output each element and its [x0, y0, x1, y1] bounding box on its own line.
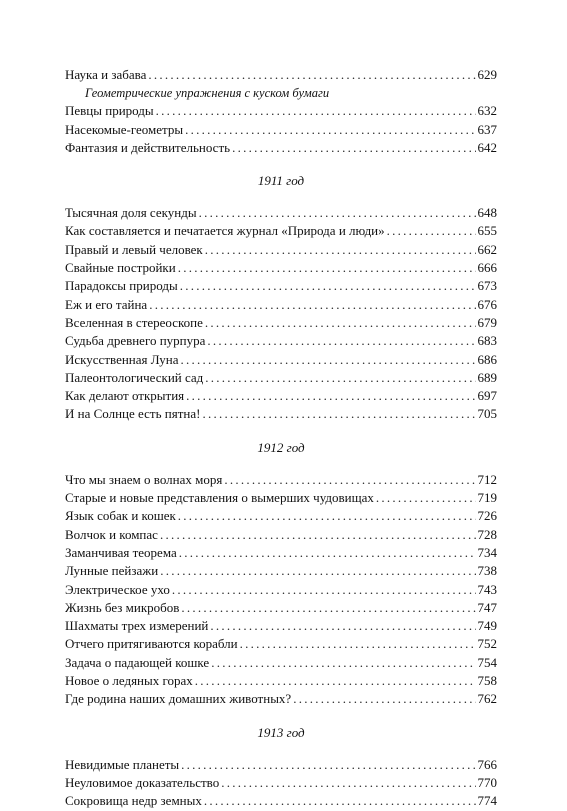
entry-title: Жизнь без микробов: [65, 599, 180, 615]
entry-title: Свайные постройки: [65, 260, 176, 276]
entry-page-number: 642: [477, 139, 497, 155]
entry-title: Задача о падающей кошке: [65, 654, 210, 670]
dot-leader: [221, 774, 475, 792]
entry-page-number: 648: [477, 205, 497, 221]
entry-subheading: Геометрические упражнения с куском бумаги: [85, 86, 330, 101]
entry-title: Палеонтологический сад: [65, 369, 204, 385]
dot-leader: [172, 581, 476, 599]
dot-leader: [178, 259, 476, 277]
entry-title: Фантазия и действительность: [65, 139, 231, 155]
toc-entry: [65, 296, 497, 314]
dot-leader: [205, 314, 476, 332]
entry-page-number: 666: [477, 260, 497, 276]
toc-entry: [65, 544, 497, 562]
toc-entry: [65, 672, 497, 690]
toc-entry: [65, 599, 497, 617]
entry-title: Невидимые планеты: [65, 756, 180, 772]
entry-title: Шахматы трех измерений: [65, 618, 209, 634]
entry-page-number: 762: [477, 691, 497, 707]
entry-page-number: 719: [477, 490, 497, 506]
entry-page-number: 754: [477, 654, 497, 670]
toc-entry: [65, 351, 497, 369]
dot-leader: [181, 599, 475, 617]
entry-page-number: 734: [477, 544, 497, 560]
entry-title: И на Солнце есть пятна!: [65, 406, 201, 422]
entry-page-number: 686: [477, 351, 497, 367]
dot-leader: [199, 204, 476, 222]
entry-page-number: 673: [477, 278, 497, 294]
entry-title: Правый и левый человек: [65, 241, 203, 257]
toc-entry: [65, 139, 497, 157]
toc-entry: [65, 756, 497, 774]
toc-entry: [65, 690, 497, 708]
toc-entry: [65, 121, 497, 139]
entry-title: Лунные пейзажи: [65, 563, 159, 579]
toc-entry: [65, 654, 497, 672]
toc-entry: [65, 635, 497, 653]
toc-entry: [65, 222, 497, 240]
toc-entry: [65, 562, 497, 580]
entry-title: Вселенная в стереоскопе: [65, 314, 203, 330]
entry-page-number: 705: [477, 406, 497, 422]
entry-title: Наука и забава: [65, 67, 147, 82]
entry-title: Неуловимое доказательство: [65, 774, 220, 790]
entry-title: Отчего притягиваются корабли: [65, 636, 238, 652]
entry-title: Что мы знаем о волнах моря: [65, 471, 223, 487]
entry-page-number: 770: [477, 774, 497, 790]
entry-page-number: 697: [477, 388, 497, 404]
year-heading: 1911 год: [257, 173, 305, 189]
dot-leader: [232, 139, 475, 157]
entry-page-number: 655: [477, 223, 497, 239]
dot-leader: [293, 690, 475, 708]
dot-leader: [160, 526, 476, 544]
entry-title: Как составляется и печатается журнал «Природа и люди»: [65, 223, 385, 239]
entry-page-number: 637: [477, 121, 497, 137]
toc-entry: [65, 792, 497, 810]
dot-leader: [240, 635, 476, 653]
entry-page-number: 752: [477, 636, 497, 652]
entry-title: Волчок и компас: [65, 526, 158, 542]
dot-leader: [211, 654, 475, 672]
dot-leader: [205, 369, 475, 387]
dot-leader: [195, 672, 476, 690]
entry-page-number: 747: [477, 599, 497, 615]
entry-page-number: 766: [477, 756, 497, 772]
toc-entry: [65, 581, 497, 599]
toc-entry: [65, 507, 497, 525]
toc-entry: [65, 314, 497, 332]
entry-page-number: 758: [477, 673, 497, 689]
toc-entry: [65, 617, 497, 635]
toc-entry: [65, 204, 497, 222]
entry-title: Старые и новые представления о вымерших чудовищах: [65, 490, 374, 506]
dot-leader: [205, 241, 476, 259]
entry-page-number: 679: [477, 314, 497, 330]
toc-entry: [65, 526, 497, 544]
dot-leader: [149, 296, 475, 314]
toc-entry: [65, 489, 497, 507]
dot-leader: [376, 489, 476, 507]
entry-page-number: 728: [477, 526, 497, 542]
entry-title: Как делают открытия: [65, 388, 185, 404]
entry-page-number: 689: [477, 369, 497, 385]
entry-page-number: 676: [477, 296, 497, 312]
toc-entry: [65, 332, 497, 350]
toc-entry: [65, 241, 497, 259]
entry-page-number: 743: [477, 581, 497, 597]
entry-title: Сокровища недр земных: [65, 793, 202, 809]
toc-entry: [65, 471, 497, 489]
dot-leader: [224, 471, 475, 489]
toc-entry: [65, 774, 497, 792]
dot-leader: [180, 351, 475, 369]
entry-page-number: 738: [477, 563, 497, 579]
dot-leader: [179, 544, 476, 562]
entry-page-number: 683: [477, 333, 497, 349]
entry-title: Искусственная Луна: [65, 351, 179, 367]
entry-page-number: 726: [477, 508, 497, 524]
entry-title: Еж и его тайна: [65, 296, 148, 312]
entry-title: Насекомые-геометры: [65, 121, 184, 137]
toc-entry: [65, 102, 497, 120]
entry-title: Судьба древнего пурпура: [65, 333, 206, 349]
entry-title: Тысячная доля секунды: [65, 205, 197, 221]
toc-entry: [65, 66, 497, 84]
dot-leader: [180, 277, 476, 295]
year-heading: 1912 год: [257, 439, 305, 455]
entry-title: Заманчивая теорема: [65, 544, 177, 560]
entry-page-number: 712: [477, 471, 497, 487]
entry-title: Где родина наших домашних животных?: [65, 691, 292, 707]
dot-leader: [148, 66, 475, 84]
entry-page-number: 632: [477, 103, 497, 119]
entry-title: Певцы природы: [65, 103, 154, 119]
entry-title: Новое о ледяных горах: [65, 673, 193, 689]
entry-page-number: 749: [477, 618, 497, 634]
entry-page-number: 629: [477, 67, 497, 82]
dot-leader: [181, 756, 475, 774]
entry-page-number: 662: [477, 241, 497, 257]
dot-leader: [185, 121, 475, 139]
dot-leader: [210, 617, 475, 635]
dot-leader: [204, 792, 476, 810]
entry-title: Электрическое ухо: [65, 581, 170, 597]
toc-entry: [65, 259, 497, 277]
dot-leader: [202, 405, 475, 423]
year-heading: 1913 год: [257, 724, 305, 740]
entry-title: Парадоксы природы: [65, 278, 178, 294]
entry-title: Язык собак и кошек: [65, 508, 176, 524]
toc-entry: [65, 405, 497, 423]
dot-leader: [207, 332, 475, 350]
dot-leader: [160, 562, 475, 580]
table-of-contents: [65, 66, 497, 811]
toc-sections: [65, 170, 497, 810]
toc-entry: [65, 277, 497, 295]
toc-entry: [65, 387, 497, 405]
dot-leader: [186, 387, 475, 405]
toc-entry: [65, 369, 497, 387]
dot-leader: [387, 222, 476, 240]
dot-leader: [156, 102, 476, 120]
entry-page-number: 774: [477, 793, 497, 809]
dot-leader: [178, 507, 476, 525]
